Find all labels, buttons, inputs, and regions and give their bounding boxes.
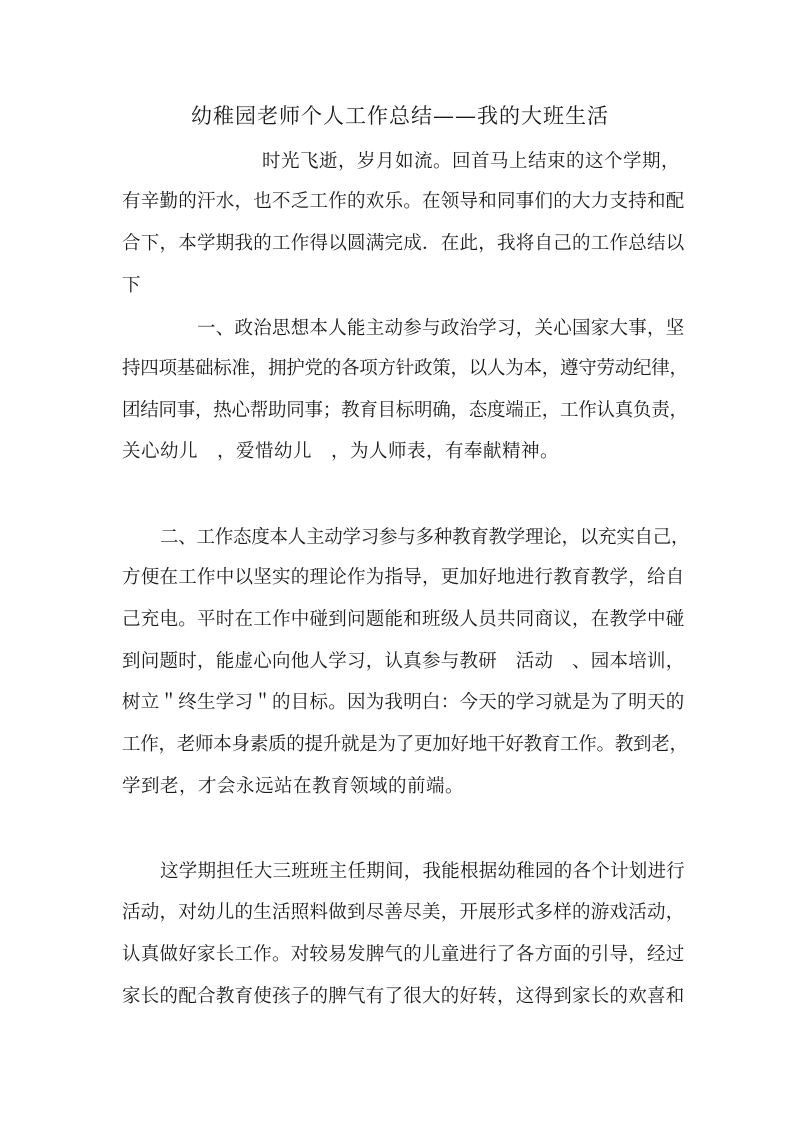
intro-line-4: 下 [122,275,142,296]
section2-line-4: 到问题时，能虚心向他人学习，认真参与教研 活动 、园本培训， [122,651,685,672]
section1-line-1: 一、政治思想本人能主动参与政治学习，关心国家大事，坚 [197,318,685,339]
intro-line-3: 合下，本学期我的工作得以圆满完成．在此，我将自己的工作总结以 [122,233,685,254]
section2-line-5: 树立＂终生学习＂的目标。因为我明白：今天的学习就是为了明天的 [122,692,685,713]
intro-line-2: 有辛勤的汗水，也不乏工作的欢乐。在领导和同事们的大力支持和配 [122,191,685,212]
intro-line-1: 时光飞逝，岁月如流。回首马上结束的这个学期， [262,151,681,172]
document-title: 幼稚园老师个人工作总结——我的大班生活 [191,104,609,128]
section1-line-3: 团结同事，热心帮助同事；教育目标明确，态度端正，工作认真负责， [122,400,688,421]
section2-line-2: 方便在工作中以坚实的理论作为指导，更加好地进行教育教学，给自 [122,567,685,588]
section2-line-7: 学到老，才会永远站在教育领域的前端。 [122,776,465,797]
section3-line-3: 认真做好家长工作。对较易发脾气的儿童进行了各方面的引导，经过 [122,944,685,965]
section1-line-4: 关心幼儿 ，爱惜幼儿 ，为人师表，有奉献精神。 [122,441,560,462]
section2-line-1: 二、工作态度本人主动学习参与多种教育教学理论，以充实自己， [160,527,690,548]
section1-line-2: 持四项基础标准，拥护党的各项方针政策，以人为本，遵守劳动纪律， [122,358,688,379]
section2-line-3: 己充电。平时在工作中碰到问题能和班级人员共同商议，在教学中碰 [122,609,685,630]
section3-line-4: 家长的配合教育使孩子的脾气有了很大的好转，这得到家长的欢喜和 [122,986,685,1007]
section3-line-2: 活动，对幼儿的生活照料做到尽善尽美，开展形式多样的游戏活动， [122,902,685,923]
section3-line-1: 这学期担任大三班班主任期间，我能根据幼稚园的各个计划进行 [160,861,686,882]
section2-line-6: 工作，老师本身素质的提升就是为了更加好地干好教育工作。教到老， [122,734,688,755]
